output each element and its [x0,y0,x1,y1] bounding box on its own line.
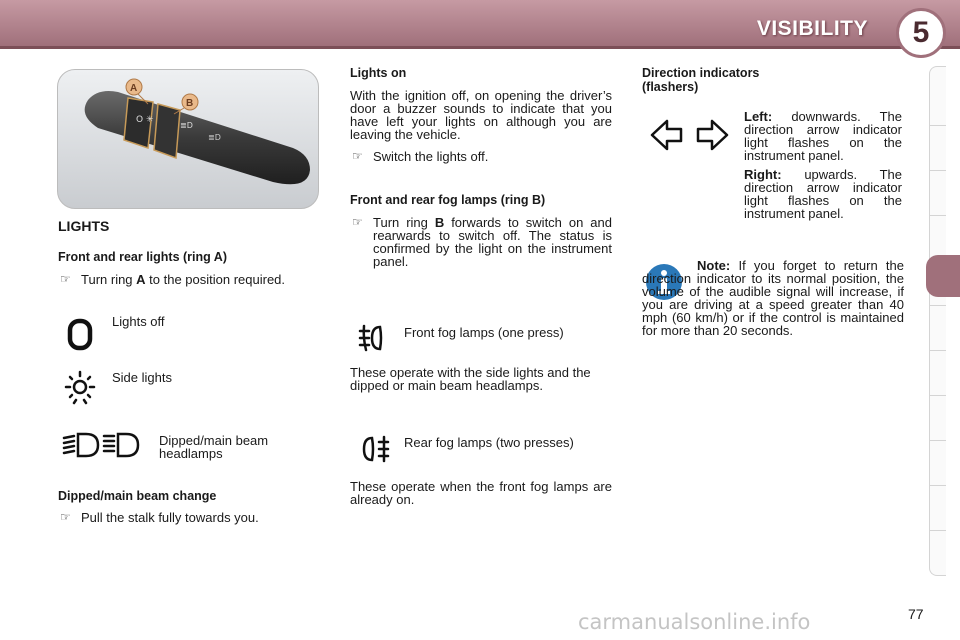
front-fog-label: Front fog lamps (one press) [404,325,564,340]
headlamps-icon [62,430,146,460]
left-indicator-text: Left: downwards. The direction arrow indicator light flashes on the instrument panel. Right: upwards. The direction arrow indicator light flashes on the instrument panel. [744,109,902,221]
right-arrow-icon [695,118,729,152]
rail-divider [930,215,946,216]
svg-text:O ✳: O ✳ [136,115,154,125]
front-fog-note: These operate with the side lights and the dipped or main beam headlamps. [350,365,591,393]
rear-fog-label: Rear fog lamps (two presses) [404,435,574,450]
lights-on-heading: Lights on [350,66,407,80]
lights-on-text: With the ignition off, on opening the driver’s door a buzzer sounds to indicate that you have left your lights on although you are leaving the vehicle. [350,88,612,142]
pointing-hand-icon: ☞ [352,149,363,163]
ring-b-callout: B [186,98,194,109]
lights-heading: LIGHTS [58,218,110,234]
direction-heading-line2: (flashers) [642,80,699,94]
rail-divider [930,395,946,396]
front-fog-icon [358,322,394,356]
front-rear-lights-heading: Front and rear lights (ring A) [58,250,227,264]
switch-lights-off-instruction: ☞ Switch the lights off. [352,149,489,164]
side-lights-label: Side lights [112,370,172,385]
rail-divider [930,125,946,126]
lights-off-icon [66,318,96,352]
header-rule [0,46,960,49]
lights-on-section [350,66,612,163]
pull-stalk-instruction: ☞ Pull the stalk fully towards you. [60,510,259,525]
left-arrow-icon [650,118,684,152]
turn-ring-a-instruction: ☞ Turn ring A to the position required. [60,272,286,287]
chapter-tab-rail[interactable] [929,66,946,576]
rail-divider [930,350,946,351]
svg-text:≣D: ≣D [180,121,193,130]
fog-heading: Front and rear fog lamps (ring B) [350,193,546,207]
fog-section [350,193,612,268]
direction-heading-line1: Direction indicators [642,66,760,80]
right-indicator-text: Right: upwards. The direction arrow indicator light flashes on the instrument panel. [744,167,902,221]
dipped-change-section [58,489,320,524]
ring-a-callout: A [130,83,138,94]
watermark: carmanualsonline.info [578,610,811,634]
rail-divider [930,305,946,306]
page-number: 77 [908,606,924,622]
rail-divider [930,530,946,531]
lights-section [58,218,320,286]
pointing-hand-icon: ☞ [60,510,71,524]
dipped-change-heading: Dipped/main beam change [58,489,217,503]
chapter-number-badge: 5 [896,8,946,58]
rear-fog-note: These operate when the front fog lamps are already on. [350,479,612,507]
direction-section [642,66,904,94]
svg-text:≣D: ≣D [208,133,221,142]
rail-divider [930,170,946,171]
pointing-hand-icon: ☞ [60,272,71,286]
active-chapter-tab[interactable] [926,255,960,297]
side-lights-icon [62,370,98,406]
chapter-title: VISIBILITY [756,17,868,40]
turn-ring-b-instruction: ☞ Turn ring B forwards to switch on and rearwards to switch off. The status is confirmed by the light on the instrument panel. [352,215,612,269]
pointing-hand-icon: ☞ [352,215,363,229]
rear-fog-icon [358,433,394,467]
dipped-main-label: Dipped/main beam headlamps [159,433,269,461]
lights-off-label: Lights off [112,314,165,329]
rail-divider [930,440,946,441]
note-text: Note: If you forget to return the direction indicator to its normal position, the volume of the audible signal will increase, if you are driving at a speed greater than 40 mph (60 km/h) or if the control is maintained for more than 20 seconds. [642,258,904,338]
lighting-stalk-photo [57,69,319,209]
rail-divider [930,485,946,486]
